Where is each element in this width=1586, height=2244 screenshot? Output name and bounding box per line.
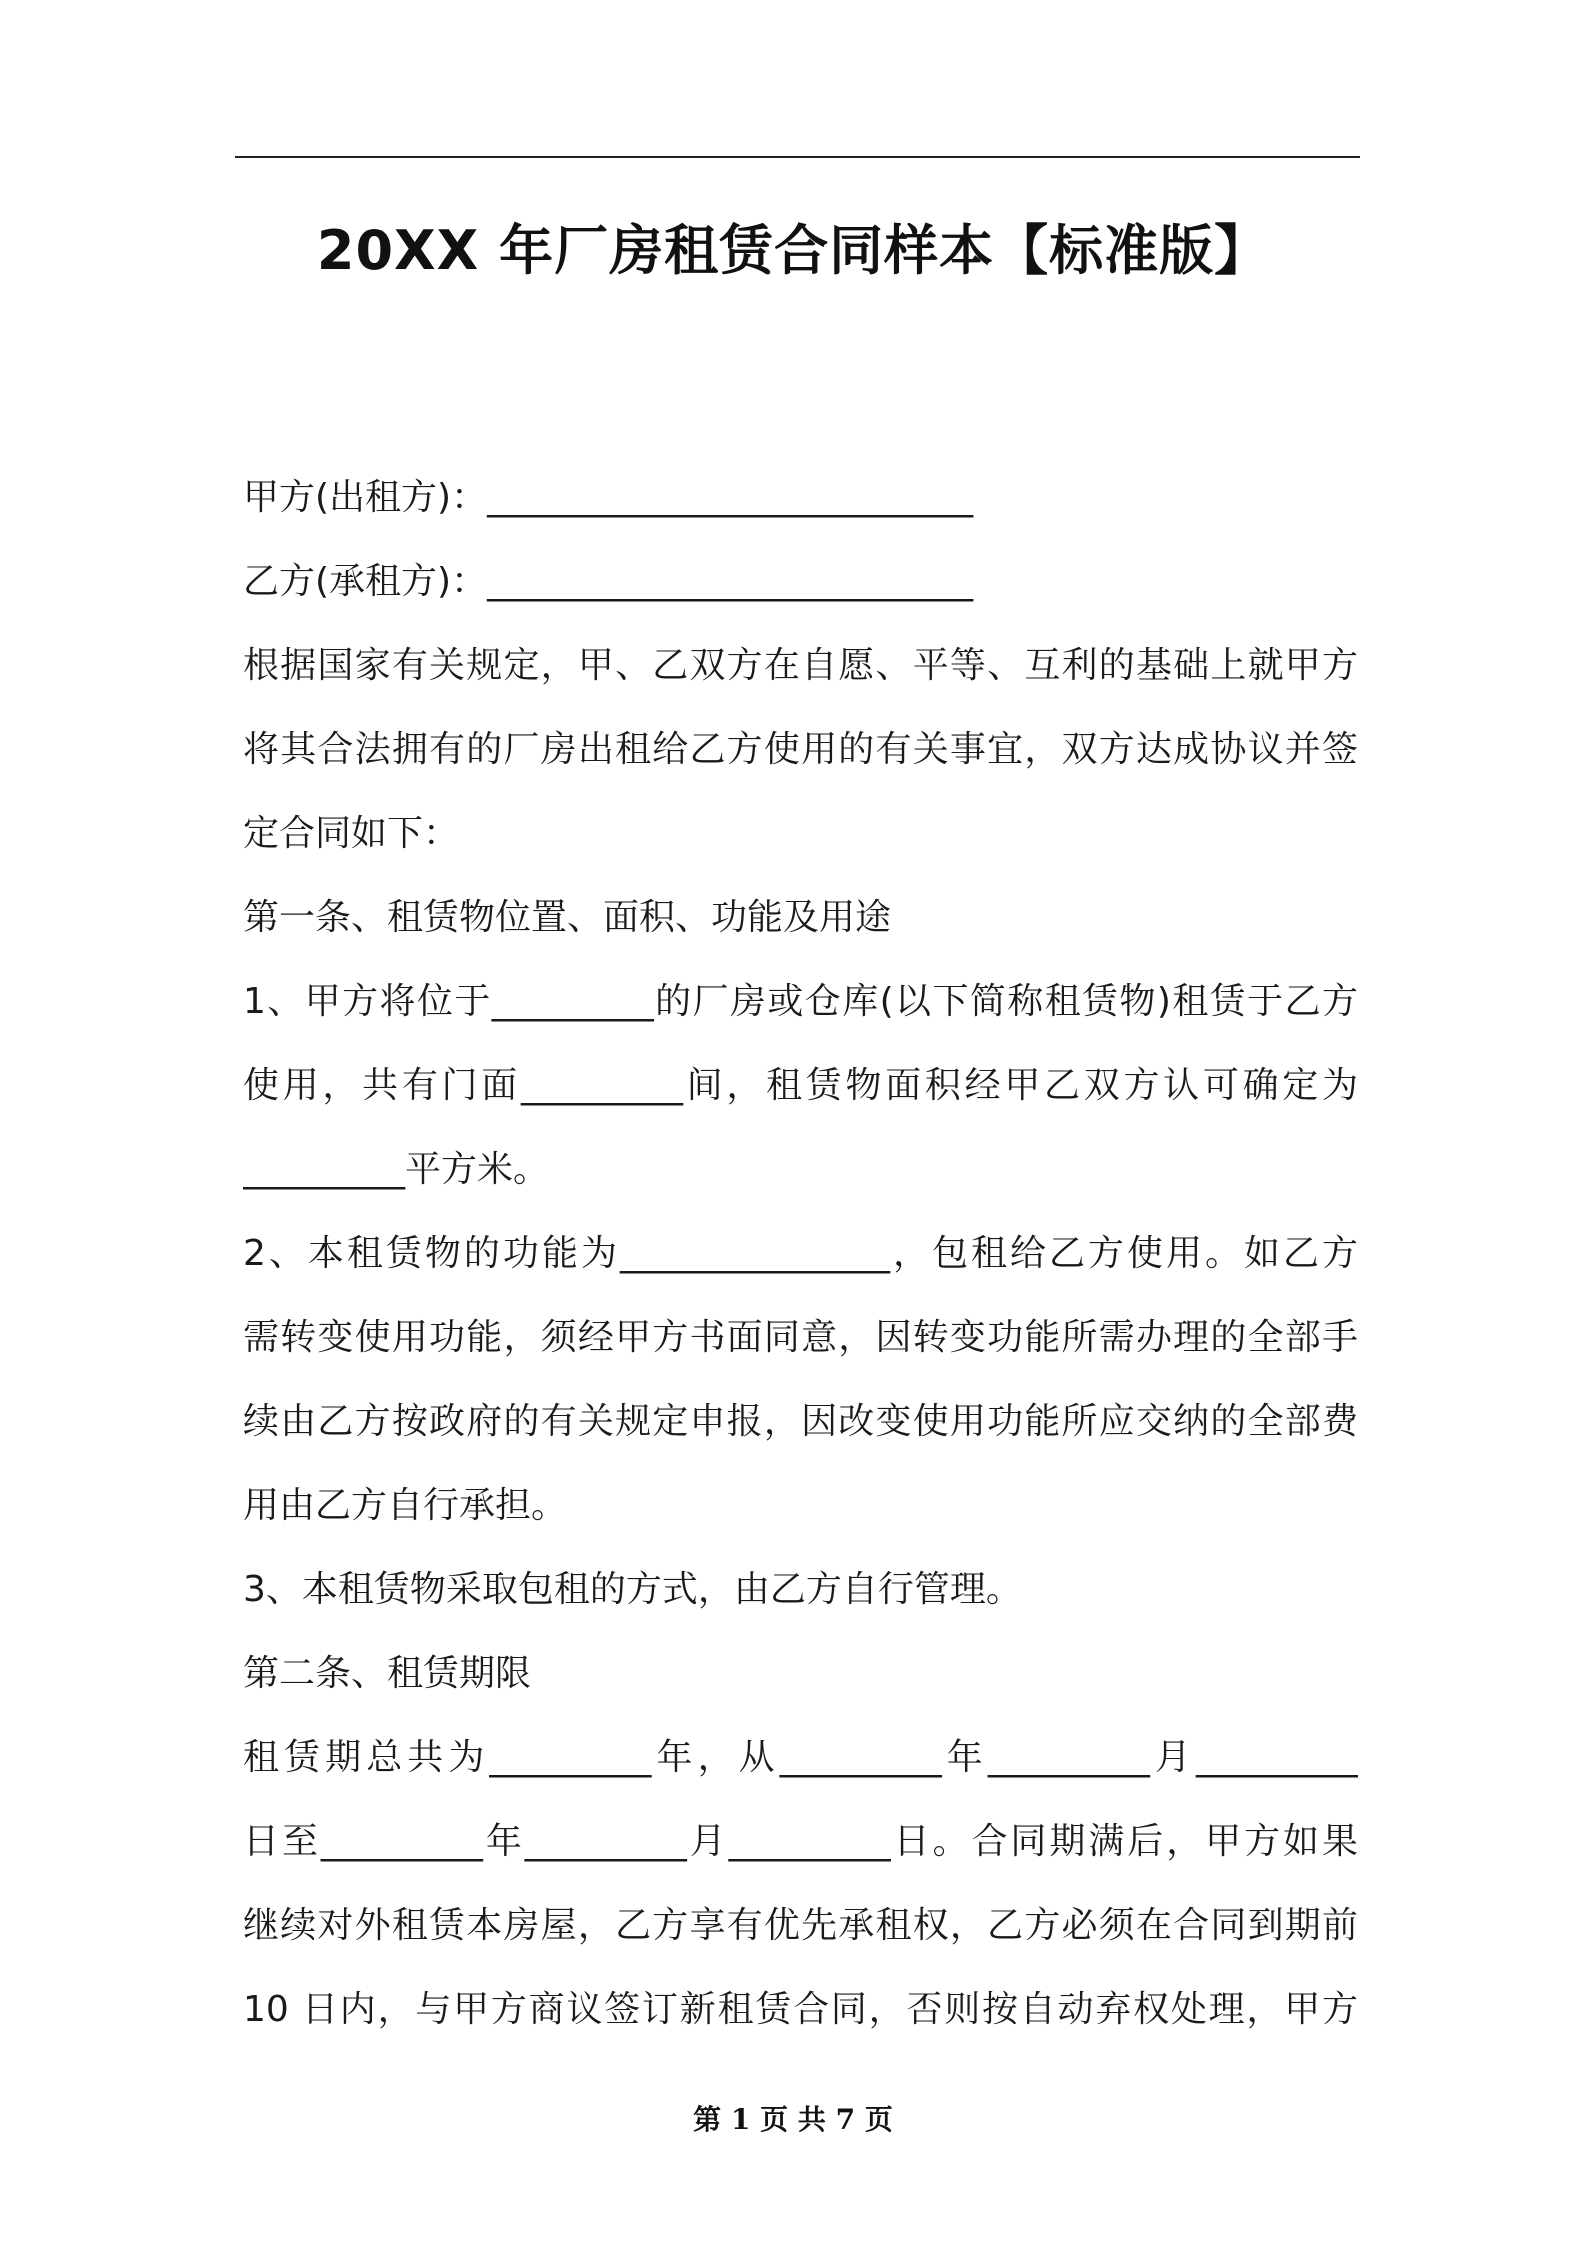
paragraph-line: 将其合法拥有的厂房出租给乙方使用的有关事宜，双方达成协议并签 <box>243 729 1358 770</box>
paragraph-line: 继续对外租赁本房屋，乙方享有优先承租权，乙方必须在合同到期前 <box>243 1905 1358 1946</box>
party-b-line: 乙方(承租方)：___________________________ <box>243 561 974 602</box>
party-a-line: 甲方(出租方)：___________________________ <box>243 477 974 518</box>
page-number-footer: 第 1 页 共 7 页 <box>693 2103 893 2136</box>
paragraph-line: 使用，共有门面_________间，租赁物面积经甲乙双方认可确定为 <box>243 1065 1358 1106</box>
paragraph-line: 用由乙方自行承担。 <box>243 1485 568 1526</box>
document-title: 20XX 年厂房租赁合同样本【标准版】 <box>316 219 1270 282</box>
paragraph-line: 续由乙方按政府的有关规定申报，因改变使用功能所应交纳的全部费 <box>243 1401 1358 1442</box>
paragraph-line: _________平方米。 <box>243 1149 550 1190</box>
article-heading: 第一条、租赁物位置、面积、功能及用途 <box>243 897 892 938</box>
paragraph-line: 3、本租赁物采取包租的方式，由乙方自行管理。 <box>243 1569 1022 1610</box>
paragraph-line: 10 日内，与甲方商议签订新租赁合同，否则按自动弃权处理，甲方 <box>243 1989 1358 2030</box>
paragraph-line: 定合同如下： <box>243 813 460 854</box>
paragraph-line: 1、甲方将位于_________的厂房或仓库(以下简称租赁物)租赁于乙方 <box>243 981 1358 1022</box>
document-body <box>243 456 1358 2052</box>
header-rule <box>235 156 1360 158</box>
paragraph-line: 租赁期总共为_________年，从_________年_________月_________ <box>243 1737 1358 1778</box>
paragraph-line: 需转变使用功能，须经甲方书面同意，因转变功能所需办理的全部手 <box>243 1317 1358 1358</box>
article-heading: 第二条、租赁期限 <box>243 1653 532 1694</box>
paragraph-line: 根据国家有关规定，甲、乙双方在自愿、平等、互利的基础上就甲方 <box>243 645 1358 686</box>
paragraph-line: 日至_________年_________月_________日。合同期满后，甲方如果 <box>243 1821 1358 1862</box>
paragraph-line: 2、本租赁物的功能为_______________，包租给乙方使用。如乙方 <box>243 1233 1358 1274</box>
